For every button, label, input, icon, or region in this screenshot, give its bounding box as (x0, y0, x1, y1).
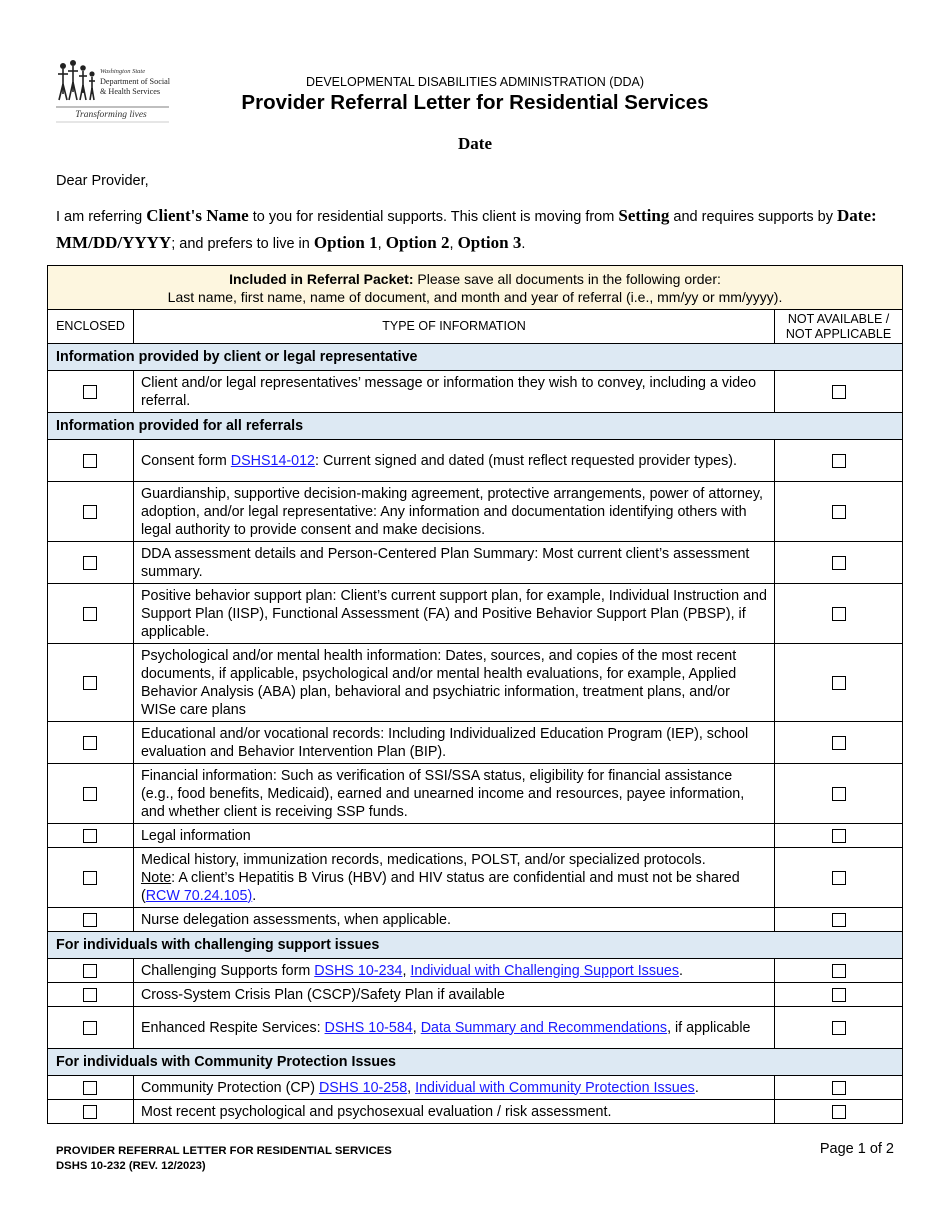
info-type (133, 848, 774, 908)
intro-text: to you for residential supports. This client is moving from (248, 209, 619, 225)
dshs14-012-link[interactable]: DSHS14-012 (230, 452, 316, 469)
enclosed-checkbox[interactable] (83, 556, 97, 570)
na-checkbox[interactable] (832, 736, 846, 750)
info-type: Client and/or legal representatives’ message or information they wish to convey, including a video referral. (133, 371, 774, 413)
form-footer (56, 1144, 392, 1174)
dshs-10-234-link[interactable]: DSHS 10-234 (314, 962, 403, 979)
footer-form-number: DSHS 10-232 (REV. 12/2023) (56, 1160, 206, 1172)
enclosed-checkbox[interactable] (83, 1021, 97, 1035)
na-checkbox[interactable] (832, 1081, 846, 1095)
enclosed-checkbox[interactable] (83, 871, 97, 885)
info-type (133, 1007, 774, 1049)
column-header-type: TYPE OF INFORMATION (133, 310, 774, 344)
info-type (133, 440, 774, 482)
table-row (48, 959, 903, 983)
na-checkbox[interactable] (832, 787, 846, 801)
info-type: Psychological and/or mental health information: Dates, sources, and copies of the most recent documents, if applicable, psychological and/or mental health evaluations, for example, Applied Behavior Analysis (ABA) plan, behavioral and psychiatric information, treatment plans, and/or WISe care plans (133, 644, 774, 722)
intro-text: ; and prefers to live in (171, 236, 314, 252)
section-all-referrals: Information provided for all referrals (48, 413, 903, 440)
column-header-na (775, 310, 903, 344)
info-type: Financial information: Such as verification of SSI/SSA status, eligibility for financial assistance (e.g., food benefits, Medicaid), earned and unearned income and resources, payee information, and whether client is receiving SSP funds. (133, 764, 774, 824)
row-text: . (679, 962, 684, 979)
na-line2: NOT APPLICABLE (785, 326, 892, 341)
row-text: . (694, 1079, 699, 1096)
section-community-protection: For individuals with Community Protection Issues (48, 1049, 903, 1076)
enclosed-checkbox[interactable] (83, 829, 97, 843)
option3-field[interactable]: Option 3 (457, 233, 522, 252)
info-type: Nurse delegation assessments, when applicable. (133, 908, 774, 932)
intro-paragraph (56, 203, 916, 257)
agency-name: DEVELOPMENTAL DISABILITIES ADMINISTRATION (DDA) (305, 75, 645, 89)
enclosed-checkbox[interactable] (83, 607, 97, 621)
info-type: DDA assessment details and Person-Centered Plan Summary: Most current client’s assessment summary. (133, 542, 774, 584)
na-checkbox[interactable] (832, 913, 846, 927)
table-row (48, 764, 903, 824)
logo-dept-line1: Department of Social (100, 77, 171, 86)
row-text: : A client’s Hepatitis B Virus (HBV) and HIV status are confidential and must not be shared ( (140, 869, 740, 904)
row-text: Community Protection (CP) (140, 1079, 319, 1096)
na-checkbox[interactable] (832, 1105, 846, 1119)
table-row (48, 908, 903, 932)
intro-text: I am referring (56, 209, 147, 225)
separator: , (402, 962, 411, 979)
data-summary-link[interactable]: Data Summary and Recommendations (420, 1019, 668, 1036)
packet-line2: Last name, first name, name of document, and month and year of referral (i.e., mm/yy or mm/yyyy). (167, 288, 783, 305)
na-checkbox[interactable] (832, 385, 846, 399)
info-type: Positive behavior support plan: Client’s current support plan, for example, Individual Instruction and Support Plan (IISP), Functional Assessment (FA) and Positive Behavior Support Plan (PBSP), if applicable. (133, 584, 774, 644)
intro-text: . (521, 236, 526, 252)
packet-instructions (48, 266, 903, 310)
info-type: Cross-System Crisis Plan (CSCP)/Safety Plan if available (133, 983, 774, 1007)
intro-text: and requires supports by (669, 209, 838, 225)
na-checkbox[interactable] (832, 454, 846, 468)
na-checkbox[interactable] (832, 556, 846, 570)
separator: , (412, 1019, 421, 1036)
separator: , (377, 236, 386, 252)
separator: , (407, 1079, 416, 1096)
info-type (133, 959, 774, 983)
table-row (48, 542, 903, 584)
row-text: Medical history, immunization records, medications, POLST, and/or specialized protocols. (140, 851, 706, 868)
column-header-enclosed: ENCLOSED (48, 310, 134, 344)
logo-tagline: Transforming lives (75, 110, 147, 120)
table-row (48, 1007, 903, 1049)
table-row (48, 1100, 903, 1124)
info-type: Legal information (133, 824, 774, 848)
info-type: Educational and/or vocational records: Including Individualized Education Program (IEP), school evaluation and Behavior Intervention Plan (BIP). (133, 722, 774, 764)
dshs-10-258-link[interactable]: DSHS 10-258 (318, 1079, 408, 1096)
na-checkbox[interactable] (832, 829, 846, 843)
enclosed-checkbox[interactable] (83, 988, 97, 1002)
option1-field[interactable]: Option 1 (313, 233, 378, 252)
greeting: Dear Provider, (56, 173, 149, 189)
community-protection-issues-link[interactable]: Individual with Community Protection Issues (415, 1079, 695, 1096)
row-text: : Current signed and dated (must reflect requested provider types). (315, 452, 737, 469)
na-checkbox[interactable] (832, 607, 846, 621)
table-row (48, 722, 903, 764)
enclosed-checkbox[interactable] (83, 454, 97, 468)
page-title: Provider Referral Letter for Residential Services (241, 91, 709, 114)
row-text: , if applicable (667, 1019, 751, 1036)
footer-form-title: PROVIDER REFERRAL LETTER FOR RESIDENTIAL SERVICES (56, 1145, 392, 1157)
date-field[interactable]: Date (458, 134, 492, 153)
challenging-support-issues-link[interactable]: Individual with Challenging Support Issues (410, 962, 680, 979)
logo-state: Washington State (100, 68, 146, 75)
na-line1: NOT AVAILABLE / (787, 311, 890, 326)
enclosed-checkbox[interactable] (83, 913, 97, 927)
client-name-field[interactable]: Client's Name (146, 206, 249, 225)
note-label: Note (140, 869, 172, 886)
enclosed-checkbox[interactable] (83, 1105, 97, 1119)
row-text: Consent form (140, 452, 231, 469)
rcw-70-24-105-link[interactable]: RCW 70.24.105) (145, 887, 253, 904)
na-checkbox[interactable] (832, 964, 846, 978)
enclosed-checkbox[interactable] (83, 385, 97, 399)
table-row (48, 644, 903, 722)
na-checkbox[interactable] (832, 988, 846, 1002)
table-row (48, 482, 903, 542)
page-number: Page 1 of 2 (819, 1141, 894, 1157)
table-row (48, 371, 903, 413)
enclosed-checkbox[interactable] (83, 736, 97, 750)
separator: , (449, 236, 458, 252)
date-needed-field[interactable]: Date: MM/DD/YYYY (56, 206, 877, 252)
row-text: Enhanced Respite Services: (140, 1019, 325, 1036)
packet-label: Included in Referral Packet: (229, 270, 414, 287)
dshs-10-584-link[interactable]: DSHS 10-584 (324, 1019, 413, 1036)
info-type: Most recent psychological and psychosexual evaluation / risk assessment. (133, 1100, 774, 1124)
table-row (48, 584, 903, 644)
enclosed-checkbox[interactable] (83, 505, 97, 519)
row-text: Challenging Supports form (140, 962, 315, 979)
na-checkbox[interactable] (832, 1021, 846, 1035)
table-row (48, 440, 903, 482)
referral-checklist-table (47, 265, 903, 1124)
na-checkbox[interactable] (832, 871, 846, 885)
table-row (48, 983, 903, 1007)
table-row (48, 1076, 903, 1100)
setting-field[interactable]: Setting (618, 206, 670, 225)
row-text: . (252, 887, 257, 904)
info-type: Guardianship, supportive decision-making agreement, protective arrangements, power of attorney, adoption, and/or legal representative: Any information and documentation identifying others with legal authority to provide consent and make decisions. (133, 482, 774, 542)
enclosed-checkbox[interactable] (83, 676, 97, 690)
table-row (48, 848, 903, 908)
option2-field[interactable]: Option 2 (385, 233, 450, 252)
section-challenging-support: For individuals with challenging support issues (48, 932, 903, 959)
logo-dept-line2: & Health Services (100, 87, 161, 96)
packet-line1: Please save all documents in the following order: (413, 270, 721, 287)
info-type (133, 1076, 774, 1100)
section-client-info: Information provided by client or legal representative (48, 344, 903, 371)
table-row (48, 824, 903, 848)
na-checkbox[interactable] (832, 676, 846, 690)
enclosed-checkbox[interactable] (83, 964, 97, 978)
enclosed-checkbox[interactable] (83, 787, 97, 801)
enclosed-checkbox[interactable] (83, 1081, 97, 1095)
na-checkbox[interactable] (832, 505, 846, 519)
